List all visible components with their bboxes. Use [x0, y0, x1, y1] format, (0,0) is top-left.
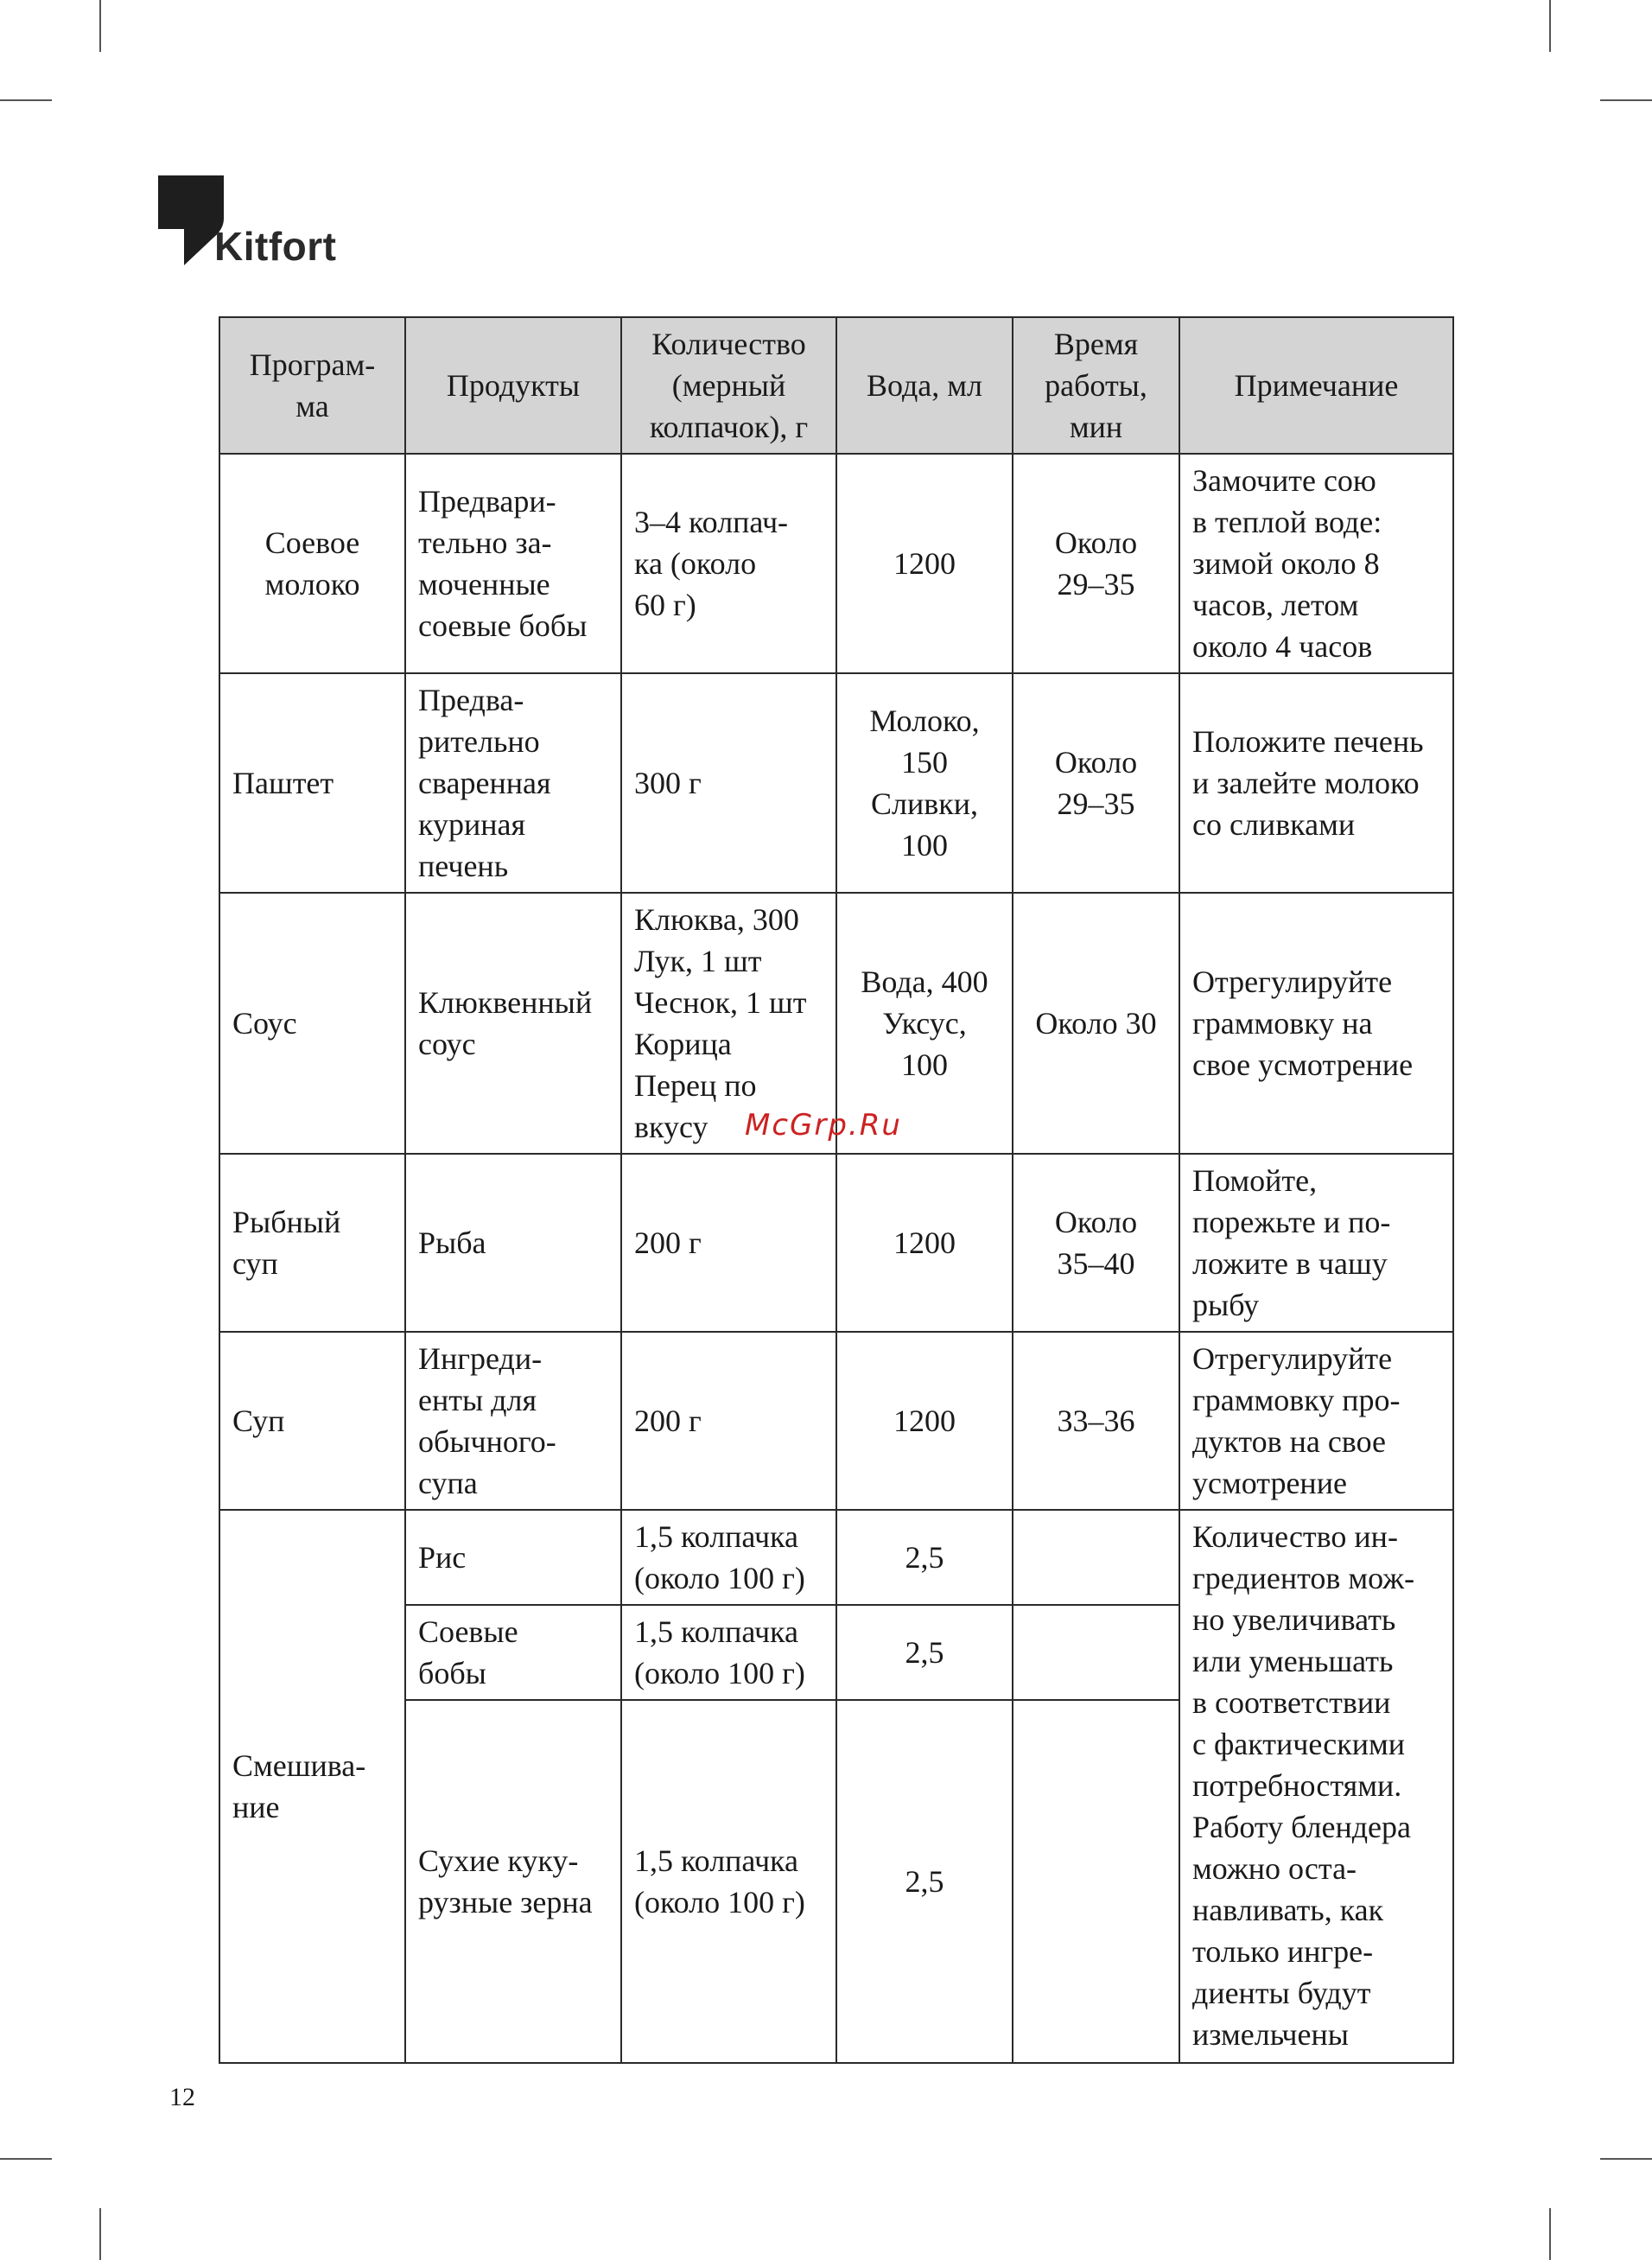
- cell-amount: 300 г: [621, 673, 836, 893]
- cell-product: Клюквенный соус: [405, 893, 621, 1154]
- cell-water: Вода, 400 Уксус, 100: [836, 893, 1013, 1154]
- cell-program: Соевое молоко: [219, 454, 405, 673]
- cell-water: Молоко, 150 Сливки, 100: [836, 673, 1013, 893]
- cell-amount: 200 г: [621, 1332, 836, 1510]
- cell-product: Соевые бобы: [405, 1605, 621, 1700]
- page-number: 12: [169, 2083, 195, 2111]
- cell-water: 2,5: [836, 1605, 1013, 1700]
- crop-mark: [1549, 2208, 1551, 2260]
- table-row: [219, 1510, 1453, 1605]
- cell-amount: 1,5 колпачка (около 100 г): [621, 1510, 836, 1605]
- cell-note: Помойте, порежьте и по- ложите в чашу рыбу: [1179, 1154, 1453, 1332]
- cell-time: Около 30: [1013, 893, 1179, 1154]
- crop-mark: [1600, 2158, 1652, 2160]
- cell-product: Рис: [405, 1510, 621, 1605]
- cell-time: [1013, 1700, 1179, 2063]
- cell-program: Соус: [219, 893, 405, 1154]
- programs-table: [219, 316, 1454, 2064]
- cell-water: 2,5: [836, 1510, 1013, 1605]
- cell-water: 1200: [836, 1332, 1013, 1510]
- cell-note: Количество ин- гредиентов мож- но увеличивать или уменьшать в соответствии с фактическими потребностями. Работу блендера можно оста- навливать, как только ингре- диенты будут измельчены: [1179, 1510, 1453, 2063]
- cell-note: Замочите сою в теплой воде: зимой около 8 часов, летом около 4 часов: [1179, 454, 1453, 673]
- cell-amount: 200 г: [621, 1154, 836, 1332]
- crop-mark: [0, 2158, 52, 2160]
- cell-water: 2,5: [836, 1700, 1013, 2063]
- cell-time: Около 35–40: [1013, 1154, 1179, 1332]
- cell-program: Паштет: [219, 673, 405, 893]
- header-note: Примечание: [1179, 317, 1453, 454]
- cell-amount: Клюква, 300 Лук, 1 шт Чеснок, 1 шт Корица Перец по вкусу: [621, 893, 836, 1154]
- table-header-row: [219, 317, 1453, 454]
- watermark-text: McGrp.Ru: [745, 1108, 902, 1143]
- cell-time: 33–36: [1013, 1332, 1179, 1510]
- cell-time: Около 29–35: [1013, 454, 1179, 673]
- cell-amount: 1,5 колпачка (около 100 г): [621, 1605, 836, 1700]
- cell-product: Рыба: [405, 1154, 621, 1332]
- cell-note: Отрегулируйте граммовку на свое усмотрение: [1179, 893, 1453, 1154]
- cell-program: Смешива- ние: [219, 1510, 405, 2063]
- cell-time: Около 29–35: [1013, 673, 1179, 893]
- cell-water: 1200: [836, 454, 1013, 673]
- table-row: [219, 1332, 1453, 1510]
- crop-mark: [1600, 99, 1652, 101]
- cell-amount: 3–4 колпач- ка (около 60 г): [621, 454, 836, 673]
- header-water: Вода, мл: [836, 317, 1013, 454]
- cell-time: [1013, 1510, 1179, 1605]
- cell-product: Сухие куку- рузные зерна: [405, 1700, 621, 2063]
- cell-product: Предвари- тельно за- моченные соевые бобы: [405, 454, 621, 673]
- brand-name: Kitfort: [214, 224, 337, 269]
- header-time: Время работы, мин: [1013, 317, 1179, 454]
- header-program: Програм- ма: [219, 317, 405, 454]
- cell-water: 1200: [836, 1154, 1013, 1332]
- table-row: [219, 673, 1453, 893]
- cell-product: Ингреди- енты для обычного- супа: [405, 1332, 621, 1510]
- table-row: [219, 454, 1453, 673]
- cell-note: Отрегулируйте граммовку про- дуктов на свое усмотрение: [1179, 1332, 1453, 1510]
- header-products: Продукты: [405, 317, 621, 454]
- header-amount: Количество (мерный колпачок), г: [621, 317, 836, 454]
- crop-mark: [0, 99, 52, 101]
- table-row: [219, 1154, 1453, 1332]
- cell-program: Рыбный суп: [219, 1154, 405, 1332]
- cell-program: Суп: [219, 1332, 405, 1510]
- cell-time: [1013, 1605, 1179, 1700]
- cell-amount: 1,5 колпачка (около 100 г): [621, 1700, 836, 2063]
- cell-note: Положите печень и залейте молоко со сливками: [1179, 673, 1453, 893]
- cell-product: Предва- рительно сваренная куриная печень: [405, 673, 621, 893]
- crop-mark: [99, 2208, 101, 2260]
- crop-mark: [1549, 0, 1551, 52]
- crop-mark: [99, 0, 101, 52]
